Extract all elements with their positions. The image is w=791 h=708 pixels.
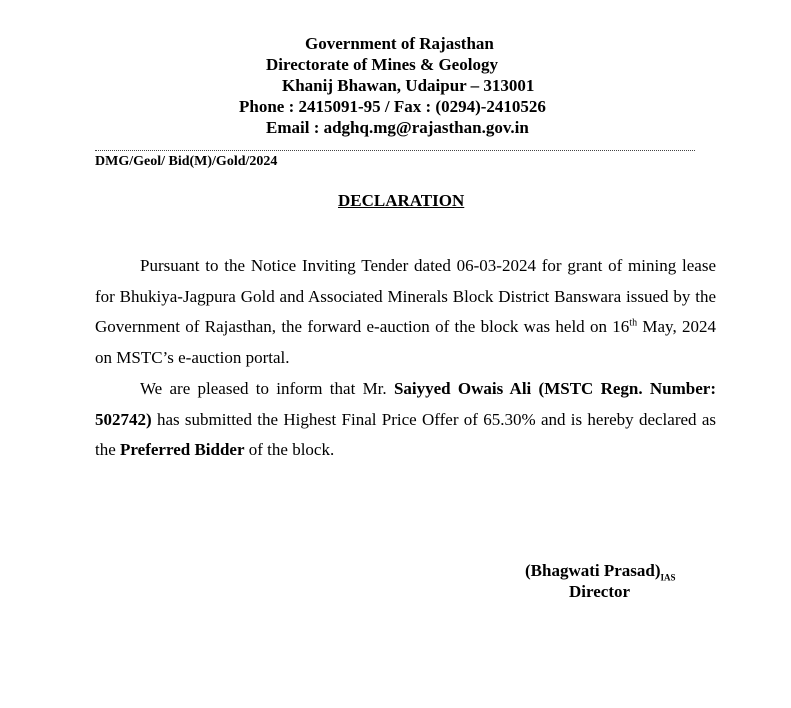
bidder-name: Saiyyed Owais Ali (MSTC Regn. Number: 502742) xyxy=(95,379,716,429)
paragraph-declaration-end: of the block. xyxy=(244,440,335,460)
email-address: Email : adghq.mg@rajasthan.gov.in xyxy=(266,118,529,137)
paragraph-notice-text: Pursuant to the Notice Inviting Tender dated 06-03-2024 for grant of mining lease for Bhukiya-Jagpura Gold and Associated Minerals Block District Banswara issued by the Government of Rajasthan, the forward e-auction of the block was held on 16 xyxy=(95,256,716,337)
paragraph-declaration-intro: We are pleased to inform that Mr. xyxy=(140,379,394,398)
paragraph-notice xyxy=(95,251,716,374)
signatory-title: Director xyxy=(569,582,631,601)
office-address: Khanij Bhawan, Udaipur – 313001 xyxy=(282,76,535,95)
ordinal-suffix: th xyxy=(629,317,638,329)
paragraph-declaration-middle: has submitted the Highest Final Price Offer of 65.30% and is hereby declared as the xyxy=(95,409,716,460)
bidder-status: Preferred Bidder xyxy=(120,440,245,460)
document-heading: DECLARATION xyxy=(338,191,465,210)
reference-number: DMG/Geol/ Bid(M)/Gold/2024 xyxy=(95,154,278,169)
signatory-name xyxy=(525,561,676,581)
paragraph-declaration xyxy=(95,374,716,466)
signatory-name-text: (Bhagwati Prasad) xyxy=(525,561,661,580)
signatory-service: IAS xyxy=(660,572,676,583)
dotted-divider xyxy=(95,150,695,151)
paragraph-notice-text-end: May, 2024 on MSTC’s e-auction portal. xyxy=(95,317,716,368)
org-name: Government of Rajasthan xyxy=(305,34,494,53)
directorate-name: Directorate of Mines & Geology xyxy=(266,55,498,74)
phone-fax: Phone : 2415091-95 / Fax : (0294)-2410526 xyxy=(239,97,546,116)
